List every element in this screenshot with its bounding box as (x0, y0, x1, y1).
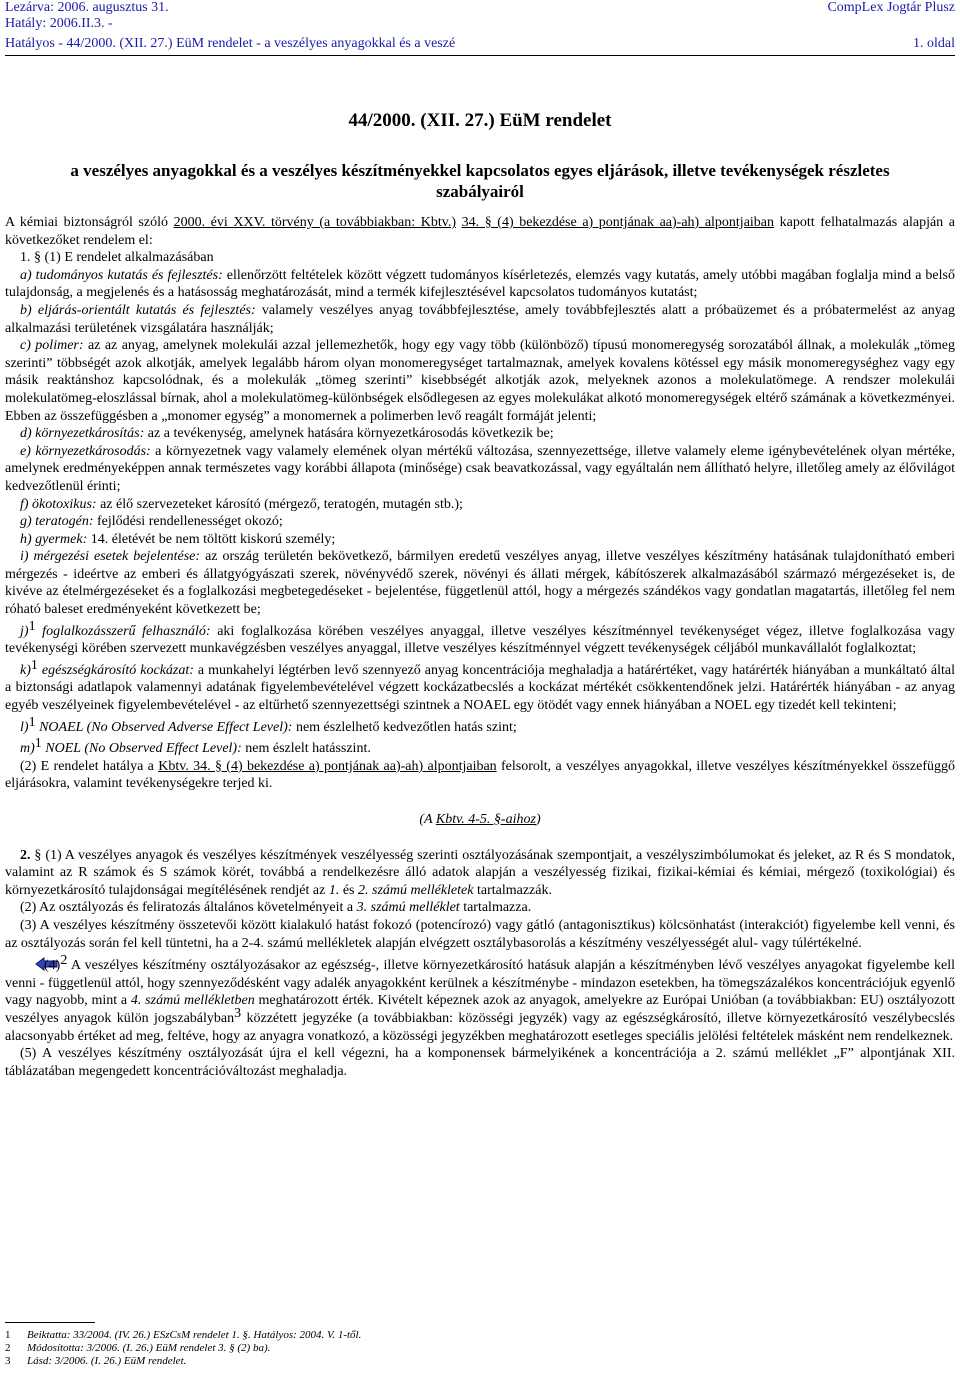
footnote: 2 Módosította: 3/2006. (I. 26.) EüM rendelet 3. § (2) ba). (5, 1342, 271, 1354)
preamble-text-end: kapott felhatalmazás alapján a következőket rendelem el: (5, 215, 955, 248)
definition-k: k)$^1$ egészségkárosító kockázat: a munkahelyi légtérben levő szennyező anyag koncentrációja meghaladja a határértéket, vagy határérték hiányában a munkáltató által a biztonsági adatlapok valamennyi adatának figyelembevételével végzett kockázatbecslés a kockázat mértékét csökkentendőnek jelzi. Határérték hiányában - az anyag egyéb veszélyeinek figyelembevételével - az eltűrhető szennyezettségi szintnek a NOAEL egy ötödét vagy ennek hiányában a NOEL egy tizedét kell tekinteni; (5, 657, 956, 714)
footnotes (5, 1322, 955, 1368)
definition-a: a) tudományos kutatás és fejlesztés: ellenőrzött feltételek között végzett tudományos kísérletezés, elemzés vagy kutatás, amely utóbbi magában foglalja mind a belső tulajdonság, a megjelenés és a hatásosság meghatározását, mind a termék kifejlesztésével kapcsolatos tudományos kutatást; (5, 267, 955, 301)
header-product: CompLex Jogtár Plusz (827, 0, 955, 15)
footnote-ref[interactable]: 3 (234, 1005, 242, 1021)
amendment-marker-icon[interactable] (20, 957, 44, 971)
definition-j: j)$^1$ foglalkozásszerű felhasználó: aki foglalkozása körében veszélyes anyaggal, illetve veszélyes készítménnyel tevékenységet végez, illetve foglalkozása vagy tevékenységi körében szervezett munkavégzésben veszélyes anyaggal, illetve veszélyes készítménnyel végzett tevékenységek céljából munkavállalót foglalkoztat; (5, 618, 955, 657)
definition-b: b) eljárás-orientált kutatás és fejlesztés: valamely veszélyes anyag továbbfejlesztése, amely továbbfejlesztés alatt a próbaüzemet és a próbatermelést az anyag alkalmazási területének vizsgálatára használják; (5, 302, 956, 336)
section-link[interactable]: 34. § (4) bekezdése a) pontjának aa)-ah) alpontjaiban (461, 215, 775, 230)
definition-e: e) környezetkárosodás: a környezetnek vagy valamely elemének olyan mértékű változása, szennyezettsége, illetve valamely eleme igénybevételének olyan mértéke, amelynek eredményeképpen annak természetes vagy korábbi állapota (minősége) csak beavatkozással, vagy egyáltalán nem állítható helyre, illetőleg amely az élővilágot kedvezőtlenül érinti; (5, 443, 955, 494)
section-2-para-3: (3) A veszélyes készítmény összetevői között kialakuló hatást fokozó (potencírozó) vagy gátló (antagonisztikus) kölcsönhatást (interakciót) figyelembe kell venni, és az osztályozás során fel kell tüntetni, ha a 2-4. számú mellékletek alapján elvégzett osztálybasorolás a készítmény veszélyességét alul- vagy túlértékelné. (5, 917, 955, 951)
header-page-number: 1. oldal (913, 36, 955, 51)
definition-d: d) környezetkárosítás: az a tevékenység, amelynek hatására környezetkárosodás következik be; (20, 426, 554, 442)
definition-f: f) ökotoxikus: az élő szervezeteket károsító (mérgező, teratogén, mutagén stb.); (20, 496, 463, 512)
reference-note: (A Kbtv. 4-5. §-aihoz) (419, 812, 541, 827)
footnote: 3 Lásd: 3/2006. (I. 26.) EüM rendelet. (5, 1355, 187, 1367)
preamble-text: A kémiai biztonságról szóló (5, 215, 174, 230)
section-1-para-1: 1. § (1) E rendelet alkalmazásában (20, 250, 214, 266)
footnote-rule (5, 1322, 95, 1323)
definition-m: m)$^1$ NOEL (No Observed Effect Level): nem észlelt hatásszint. (20, 736, 371, 757)
definition-h: h) gyermek: 14. életévét be nem töltött kiskorú személy; (20, 531, 336, 547)
document-title: 44/2000. (XII. 27.) EüM rendelet (348, 110, 612, 131)
section-2-para-4: $(4)^2$ A veszélyes készítmény osztályozásakor az egészség-, illetve környezetkárosító hatásuk alapján a készítményben lévő veszélyes anyagokat figyelembe kell venni - függetlenül attól, hogy szennyeződésként vagy adalék anyagokként kerülnek a készítménybe - mindazon esetekben, ha tömegszázalékos koncentrációjuk egyenlő vagy nagyobb, mint a 4. számú mellékletben meghatározott érték. Kivételt képeznek azok az anyagok, amelyekre az Európai Unióban (a továbbiakban: EU) osztályozott veszélyes anyagok külön jogszabályban$^3$ közzétett jegyzéke (a továbbiakban: közösségi jegyzék) vagy az egészségkárosító, illetve környezetkárosító veszélybecslés alacsonyabb értéket ad meg, feltéve, hogy az anyagra vonatkozó, a közösségi jegyzékben meghatározott esetleges speciális jelölési feltételek másként nem rendelkeznek. (5, 953, 955, 1044)
header-validity: Hatályos - 44/2000. (XII. 27.) EüM rendelet - a veszélyes anyagokkal és a veszé (5, 36, 456, 51)
document-subtitle: a veszélyes anyagokkal és a veszélyes készítményekkel kapcsolatos egyes eljárások, illetve tevékenységek részletes szabályairól (70, 161, 890, 201)
section-2-para-1: 2. § (1) A veszélyes anyagok és veszélyes készítmények veszélyesség szerinti osztályozásának szempontjait, a veszélyszimbólumokat és jeleket, az R és S mondatok, valamint az R számok és S számok körét, továbbá a rendelkezésre álló adatok alapján a veszélyesség fizikai, fizikai-kémiai és kémiai, mérgező (toxikológiai) és környezetkárosító tulajdonságai megítélésének rendjét az 1. és 2. számú mellékletek tartalmazzák. (5, 847, 955, 898)
footnote-ref[interactable]: 1 (28, 714, 36, 730)
footnote-ref[interactable]: 1 (30, 657, 38, 673)
definition-i: i) mérgezési esetek bejelentése: az ország területén bekövetkező, bármilyen eredetű veszélyes anyag, illetve veszélyes készítmény hatásának tulajdonítható emberi mérgezés - ideértve az emberi és állatgyógyászati szerek, növényvédő szerek, növényi és állati mérgek, kábítószerek alkalmazásából származó mérgezéseket is, de kivéve az ételmérgezéseket és a foglalkozási megbetegedéseket - bejelentése, függetlenül attól, hogy a mérgezés szándékos vagy gondatlan magatartás, illetőleg fel nem róható baleset eredményeként következett be; (5, 549, 956, 618)
preamble (5, 214, 955, 249)
document-body (5, 110, 955, 1080)
footnote-ref[interactable]: 2 (60, 953, 68, 969)
section-2-para-5: (5) A veszélyes készítmény osztályozását újra el kell végezni, ha a komponensek bármelyikének a koncentrációja a 2. számú melléklet „F” alpontjának XII. táblázatában megengedett koncentrációváltozást meghaladja. (5, 1046, 955, 1079)
footnote-ref[interactable]: 1 (28, 618, 36, 634)
definition-c: c) polimer: az az anyag, amelynek molekulái azzal jellemezhetők, hogy egy vagy több (különböző) típusú monomeregység sorozatából állnak, a molekulák „tömeg szerinti” többségét azok alkotják, amelyek legalább három olyan monomeregységet tartalmaznak, amelyek kovalens kötéssel egy másik monomeregységhez vagy egy másik reaktánshoz kapcsolódnak, és a molekulák „tömeg szerinti” kisebbségét alkotják azok, melyeknek azonos a molekulatömege. A rendszer molekulái molekulatömeg-eloszlással bírnak, ahol a molekulatömeg-különbségek elsődlegesen az egyes molekulákat alkotó monomeregységek eltérő számának a következményei. Ebben az összefüggésben a „monomer egység” a monomernek a polimerben levő reagált formáját jelenti; (5, 338, 955, 424)
section-link[interactable]: Kbtv. 34. § (4) bekezdése a) pontjának aa)-ah) alpontjaiban (158, 758, 497, 774)
section-2-para-2: (2) Az osztályozás és feliratozás általános követelményeit a 3. számú melléklet tartalmazza. (20, 900, 532, 916)
reference-link[interactable]: Kbtv. 4-5. §-aihoz (435, 812, 536, 827)
definition-g: g) teratogén: fejlődési rendellenességet okozó; (20, 514, 283, 530)
header-rule (5, 55, 955, 56)
law-link[interactable]: 2000. évi XXV. törvény (a továbbiakban: Kbtv.) (173, 215, 456, 230)
section-1-para-2: (2) E rendelet hatálya a Kbtv. 34. § (4) bekezdése a) pontjának aa)-ah) alpontjaiban felsorolt, a veszélyes anyagokkal, illetve veszélyes készítményekkel összefüggő eljárásokra, valamint tevékenységekre terjed ki. (5, 758, 956, 792)
section-number: 2. (20, 847, 31, 863)
footnote: 1 Beiktatta: 33/2004. (IV. 26.) ESzCsM rendelet 1. §. Hatályos: 2004. V. 1-től. (5, 1329, 362, 1341)
header-effect-date: Hatály: 2006.II.3. - (5, 16, 113, 31)
definition-l: l)$^1$ NOAEL (No Observed Adverse Effect Level): nem észlelhető kedvezőtlen hatás szint; (20, 714, 517, 735)
header-closed-date: Lezárva: 2006. augusztus 31. (5, 0, 169, 15)
footnote-ref[interactable]: 1 (34, 736, 42, 752)
